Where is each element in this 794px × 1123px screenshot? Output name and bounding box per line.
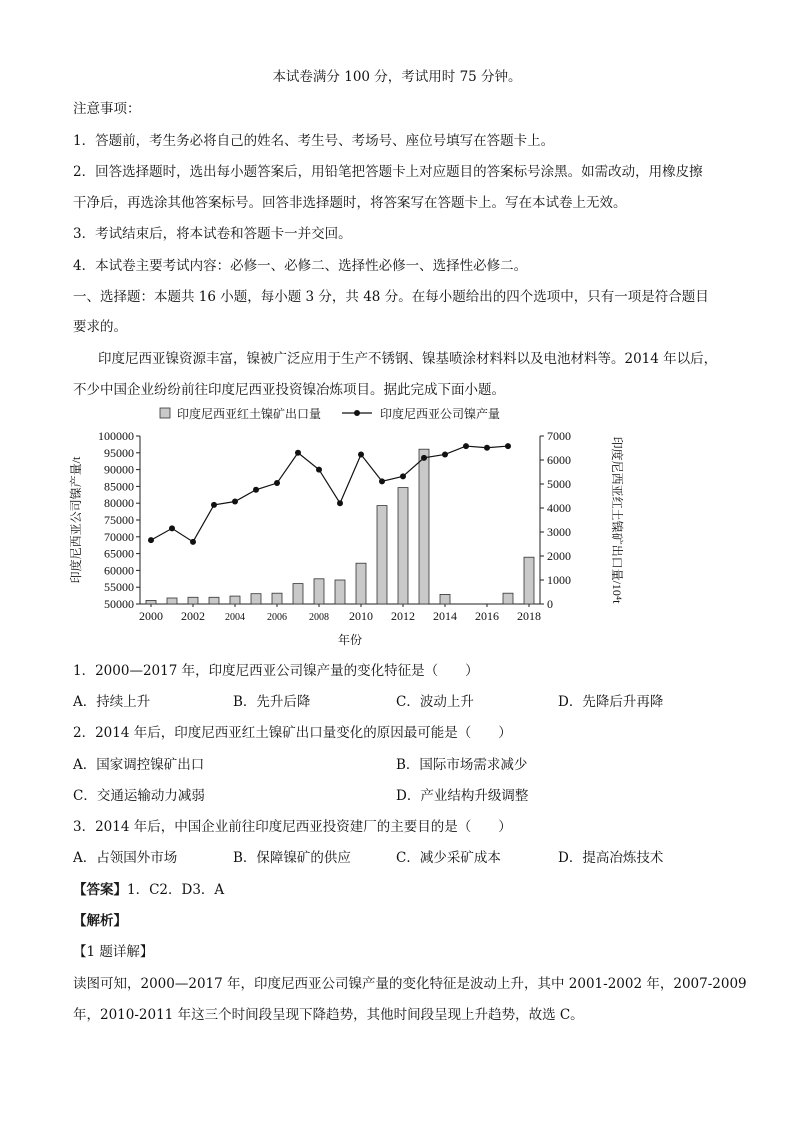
q3-option-d: D．提高冶炼技术 [558, 850, 664, 866]
left-tick-label: 75000 [104, 513, 134, 527]
legend-line-marker [354, 410, 360, 416]
x-tick-label: 2004 [225, 612, 245, 623]
bar-export-2007 [293, 584, 303, 604]
note-item: 1．答题前，考生务必将自己的姓名、考生号、考场号、座位号填写在答题卡上。 [73, 133, 555, 149]
legend-bar-label: 印度尼西亚红土镍矿出口量 [177, 407, 322, 421]
bar-export-2018 [524, 557, 534, 604]
notes-title: 注意事项： [73, 101, 141, 117]
x-tick-label: 2018 [517, 609, 541, 623]
q3-option-c: C．减少采矿成本 [396, 850, 501, 866]
legend-line-label: 印度尼西亚公司镍产量 [380, 407, 501, 421]
point-production-2005 [253, 487, 259, 493]
left-tick-label: 90000 [104, 462, 134, 477]
nickel-chart [60, 402, 640, 652]
left-tick-label: 65000 [104, 546, 134, 561]
right-tick-label: 2000 [547, 549, 571, 563]
x-tick-label: 2000 [139, 609, 163, 623]
question-2-stem: 2．2014 年后，印度尼西亚红土镍矿出口量变化的原因最可能是（ ） [73, 725, 512, 741]
right-tick-label: 7000 [547, 429, 571, 443]
legend-bar-swatch [160, 408, 170, 418]
bar-export-2011 [377, 506, 387, 604]
answer-tag: 【答案】 [73, 882, 127, 898]
question-1-stem: 1．2000—2017 年，印度尼西亚公司镍产量的变化特征是（ ） [73, 663, 479, 679]
q1-option-a: A．持续上升 [73, 694, 151, 710]
question-3-stem: 3．2014 年后，中国企业前往印度尼西亚投资建厂的主要目的是（ ） [73, 819, 512, 835]
section-heading: 一、选择题：本题共 16 小题，每小题 3 分，共 48 分。在每小题给出的四个选项中，只有一项是符合题目 [73, 289, 709, 305]
bar-export-2014 [440, 594, 450, 604]
point-production-2014 [442, 451, 448, 457]
bar-export-2009 [335, 580, 345, 604]
analysis-text-cont: 年，2010-2011 年这三个时间段呈现下降趋势，其他时间段呈现上升趋势，故选 C。 [73, 1007, 584, 1023]
point-production-2015 [463, 443, 469, 449]
bar-export-2005 [251, 594, 261, 604]
x-tick-label: 2010 [349, 609, 373, 623]
point-production-2008 [316, 467, 322, 473]
x-tick-label: 2008 [309, 612, 329, 623]
left-tick-label: 55000 [104, 580, 134, 595]
bar-export-2004 [230, 596, 240, 604]
right-tick-label: 4000 [547, 501, 571, 515]
point-production-2013 [421, 455, 427, 461]
analysis-subtag: 【1 题详解】 [73, 944, 154, 960]
point-production-2007 [295, 450, 301, 456]
q1-option-d: D．先降后升再降 [558, 694, 664, 710]
note-item: 2．回答选择题时，选出每小题答案后，用铅笔把答题卡上对应题目的答案标号涂黑。如需改动，用橡皮擦 [73, 164, 703, 180]
point-production-2010 [358, 451, 364, 457]
left-tick-label: 70000 [104, 529, 134, 544]
x-tick-label: 2014 [433, 609, 457, 623]
point-production-2009 [337, 500, 343, 506]
right-axis-title: 印度尼西亚红土镍矿出口量/10⁴t [610, 436, 624, 604]
q1-option-b: B．先升后降 [233, 694, 311, 710]
analysis-text: 读图可知，2000—2017 年，印度尼西亚公司镍产量的变化特征是波动上升，其中 2001-2002 年，2007-2009 [73, 976, 747, 992]
bar-export-2001 [167, 598, 177, 604]
right-tick-label: 5000 [547, 477, 571, 491]
q2-option-d: D．产业结构升级调整 [396, 788, 529, 804]
point-production-2004 [232, 499, 238, 505]
bar-export-2002 [188, 597, 198, 604]
x-tick-label: 2006 [267, 612, 287, 623]
point-production-2016 [484, 445, 490, 451]
left-tick-label: 80000 [104, 496, 134, 511]
x-tick-label: 2012 [391, 609, 415, 623]
note-item: 干净后，再选涂其他答案标号。回答非选择题时，将答案写在答题卡上。写在本试卷上无效。 [73, 195, 627, 211]
bar-export-2006 [272, 593, 282, 604]
note-item: 3．考试结束后，将本试卷和答题卡一并交回。 [73, 226, 352, 242]
line-production [151, 446, 508, 542]
section-heading-cont: 要求的。 [73, 319, 127, 335]
bar-export-2008 [314, 579, 324, 604]
bar-export-2000 [146, 600, 156, 604]
bar-export-2012 [398, 488, 408, 604]
q2-option-b: B．国际市场需求减少 [396, 757, 528, 773]
bar-export-2017 [503, 593, 513, 604]
point-production-2001 [169, 525, 175, 531]
bar-export-2010 [356, 563, 366, 604]
left-axis-title: 印度尼西亚公司镍产量/t [69, 456, 83, 584]
point-production-2012 [400, 473, 406, 479]
q2-option-a: A．国家调控镍矿出口 [73, 757, 205, 773]
q2-option-c: C．交通运输动力减弱 [73, 788, 205, 804]
x-tick-label: 2002 [181, 609, 205, 623]
q3-option-a: A．占领国外市场 [73, 850, 178, 866]
left-tick-label: 100000 [98, 429, 134, 443]
x-tick-label: 2016 [475, 609, 499, 623]
point-production-2011 [379, 478, 385, 484]
left-tick-label: 50000 [104, 597, 134, 611]
right-tick-label: 6000 [547, 453, 571, 467]
x-axis-title: 年份 [337, 633, 363, 647]
passage-text-cont: 不少中国企业纷纷前往印度尼西亚投资镍冶炼项目。据此完成下面小题。 [73, 382, 505, 398]
right-tick-label: 3000 [547, 525, 571, 539]
q3-option-b: B．保障镍矿的供应 [233, 850, 351, 866]
q1-option-c: C．波动上升 [396, 694, 474, 710]
bar-export-2013 [419, 449, 429, 604]
answer-line [73, 881, 224, 899]
analysis-tag: 【解析】 [73, 913, 127, 929]
answer-text: 1．C2．D3．A [127, 882, 225, 898]
point-production-2003 [211, 502, 217, 508]
passage-text: 印度尼西亚镍资源丰富，镍被广泛应用于生产不锈钢、镍基喷涂材料料以及电池材料等。2014 年以后， [98, 351, 718, 367]
point-production-2006 [274, 480, 280, 486]
point-production-2002 [190, 539, 196, 545]
right-tick-label: 0 [547, 597, 553, 611]
left-tick-label: 95000 [104, 445, 134, 460]
point-production-2017 [505, 443, 511, 449]
exam-info: 本试卷满分 100 分，考试用时 75 分钟。 [272, 69, 522, 85]
point-production-2000 [148, 537, 154, 543]
note-item: 4．本试卷主要考试内容：必修一、必修二、选择性必修一、选择性必修二。 [73, 258, 528, 274]
left-tick-label: 85000 [104, 479, 134, 494]
bar-export-2003 [209, 597, 219, 604]
right-tick-label: 1000 [547, 573, 571, 587]
left-tick-label: 60000 [104, 563, 134, 578]
